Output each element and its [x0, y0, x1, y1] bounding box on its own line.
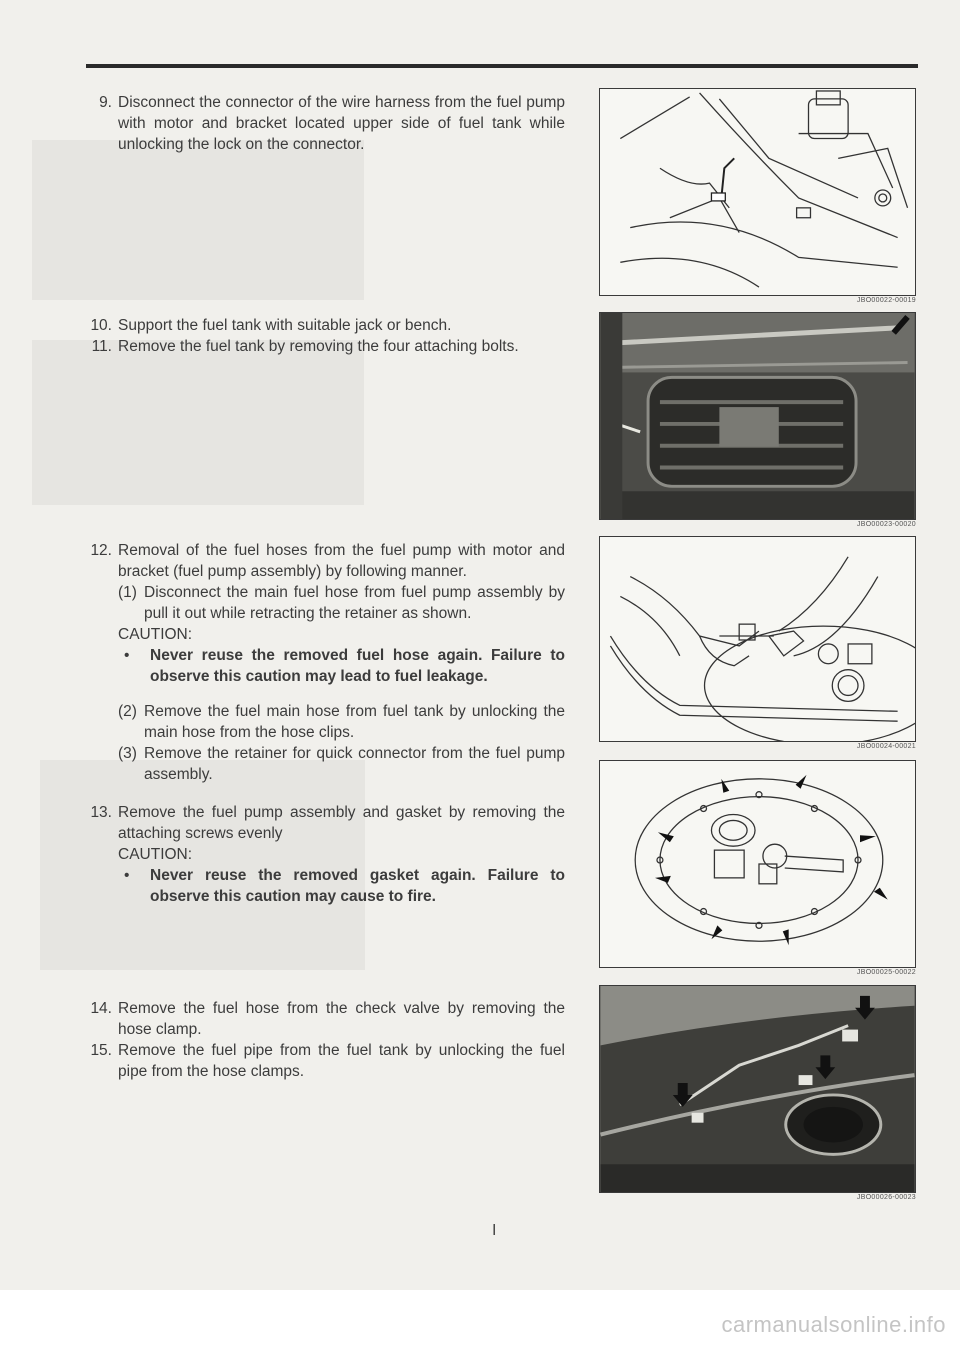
step-text: Remove the fuel pipe from the fuel tank by unlocking the fuel pipe from the hose clamps.	[118, 1042, 565, 1080]
step-text: Remove the fuel tank by removing the four attaching bolts.	[118, 338, 519, 355]
step-number: 15.	[90, 1042, 112, 1059]
bullet-glyph: •	[124, 647, 130, 664]
figure-caption: JBO00026-00023	[856, 1194, 916, 1201]
step-number: 10.	[90, 317, 112, 334]
substep-number: (3)	[118, 745, 137, 762]
step-13	[60, 802, 565, 907]
figure-tank-top-photo	[599, 985, 916, 1193]
step-number: 14.	[90, 1000, 112, 1017]
caution-label: CAUTION:	[118, 846, 193, 863]
step-number: 9.	[99, 94, 112, 111]
figure-caption: JBO00022-00019	[856, 297, 916, 304]
step-text: Disconnect the connector of the wire harness from the fuel pump with motor and bracket located upper side of fuel tank while unlocking the lock on the connector.	[118, 94, 565, 153]
caution-text: Never reuse the removed fuel hose again. Failure to observe this caution may lead to fuel leakage.	[150, 647, 565, 685]
step-number: 12.	[90, 542, 112, 559]
pump-flange-illustration	[600, 761, 915, 967]
bleed-through-block	[32, 340, 364, 505]
hose-disconnect-illustration	[600, 537, 915, 741]
caution-item	[124, 645, 565, 687]
step-text: Removal of the fuel hoses from the fuel pump with motor and bracket (fuel pump assembly) by following manner.	[118, 542, 565, 580]
substep-text: Remove the retainer for quick connector from the fuel pump assembly.	[144, 745, 565, 783]
caution-item	[124, 865, 565, 907]
figure-caption: JBO00024-00021	[856, 743, 916, 750]
substep-number: (1)	[118, 584, 137, 601]
figure-connector-drawing	[599, 88, 916, 296]
fuel-tank-photo-illustration	[600, 313, 915, 519]
caution-label: CAUTION:	[118, 626, 193, 643]
top-rule	[86, 64, 918, 68]
step-14	[60, 998, 565, 1040]
substep-text: Disconnect the main fuel hose from fuel pump assembly by pull it out while retracting the retainer as shown.	[144, 584, 565, 622]
step-text: Support the fuel tank with suitable jack or bench.	[118, 317, 452, 334]
figure-fuel-tank-photo	[599, 312, 916, 520]
step-12	[60, 540, 565, 785]
substep-text: Remove the fuel main hose from fuel tank by unlocking the main hose from the hose clips.	[144, 703, 565, 741]
step-15	[60, 1040, 565, 1082]
figure-caption: JBO00023-00020	[856, 521, 916, 528]
bleed-through-block	[32, 140, 364, 300]
caution-text: Never reuse the removed gasket again. Failure to observe this caution may cause to fire.	[150, 867, 565, 905]
tank-top-photo-illustration	[600, 986, 915, 1192]
connector-illustration	[600, 89, 915, 295]
step-10	[60, 315, 565, 336]
step-text: Remove the fuel hose from the check valve by removing the hose clamp.	[118, 1000, 565, 1038]
step-11	[60, 336, 565, 357]
step-number: 13.	[90, 804, 112, 821]
substep-2	[118, 701, 565, 743]
figure-pump-flange-drawing	[599, 760, 916, 968]
step-text: Remove the fuel pump assembly and gasket by removing the attaching screws evenly	[118, 804, 565, 842]
page-mark: I	[492, 1222, 497, 1239]
watermark: carmanualsonline.info	[721, 1312, 946, 1337]
bullet-glyph: •	[124, 867, 130, 884]
step-number: 11.	[91, 338, 112, 355]
substep-3	[118, 743, 565, 785]
step-9	[60, 92, 565, 155]
figure-hose-disconnect-drawing	[599, 536, 916, 742]
substep-number: (2)	[118, 703, 137, 720]
substep-1	[118, 582, 565, 624]
figure-caption: JBO00025-00022	[856, 969, 916, 976]
